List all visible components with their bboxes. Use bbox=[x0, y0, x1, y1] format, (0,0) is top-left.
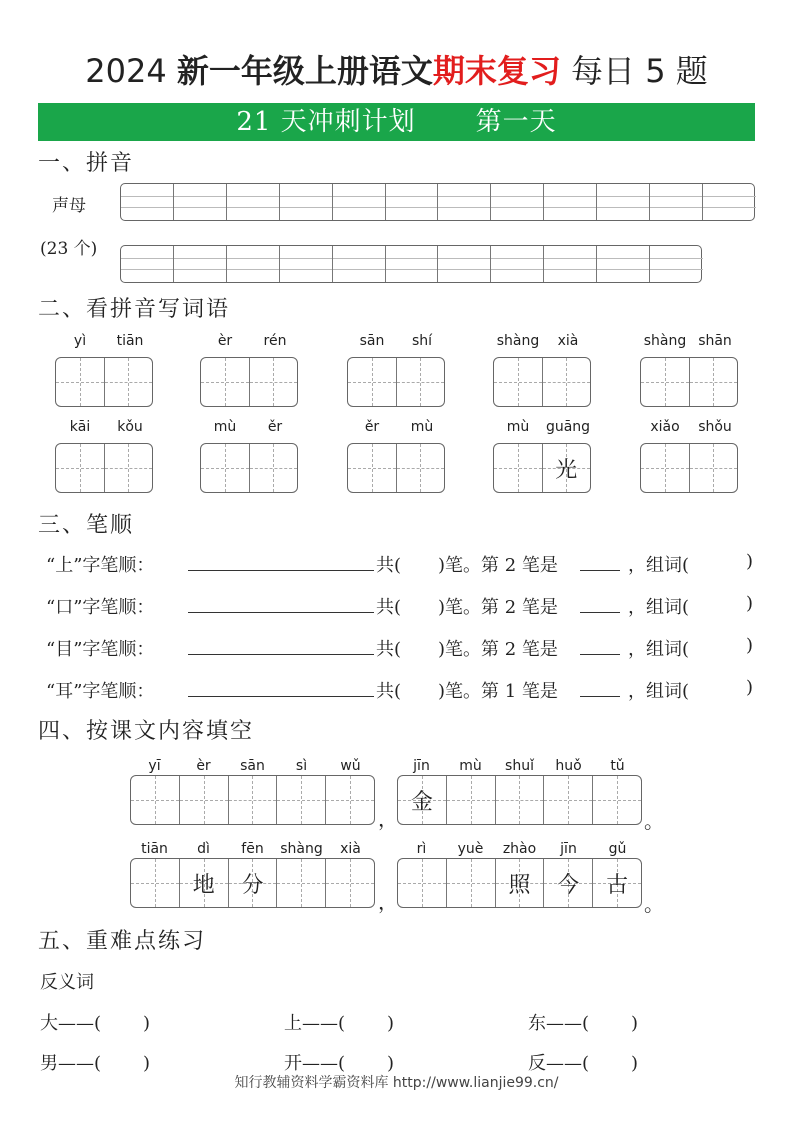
tian-zi-ge-cell[interactable] bbox=[326, 776, 374, 824]
tian-zi-ge-cell[interactable] bbox=[398, 776, 447, 824]
pinyin-syllable: jīn bbox=[413, 758, 430, 774]
pinyin-syllable: kāi bbox=[69, 419, 91, 435]
pinyin-syllable: rén bbox=[263, 333, 287, 349]
cell-char: 今 bbox=[557, 872, 580, 898]
tian-zi-ge-cell[interactable] bbox=[494, 358, 543, 406]
pinyin-syllable: huǒ bbox=[555, 758, 582, 774]
pinyin-syllable: tiān bbox=[116, 333, 144, 349]
word-pinyin bbox=[347, 419, 447, 435]
stroke-total-label: 共( bbox=[376, 555, 402, 576]
pinyin-syllable: sì bbox=[295, 758, 308, 774]
antonym-word: 大 bbox=[40, 1013, 58, 1034]
pinyin-syllable: guāng bbox=[545, 419, 591, 435]
stroke-nth-label: )笔。第 2 笔是 bbox=[438, 555, 558, 576]
line-pinyin bbox=[397, 758, 642, 774]
stroke-order-blank[interactable] bbox=[188, 593, 374, 613]
close-paren: ) bbox=[746, 551, 754, 572]
tian-zi-ge-cell[interactable] bbox=[397, 358, 445, 406]
tian-zi-ge-cell[interactable] bbox=[641, 444, 690, 492]
pinyin-cell[interactable] bbox=[386, 184, 439, 220]
word-group-label: ，组词( bbox=[628, 555, 690, 576]
word-pinyin bbox=[640, 419, 740, 435]
tian-zi-ge-cell[interactable] bbox=[690, 358, 738, 406]
pinyin-cell[interactable] bbox=[597, 246, 650, 282]
pinyin-writing-strip-1[interactable] bbox=[120, 183, 755, 221]
tian-zi-ge-cell[interactable] bbox=[544, 776, 593, 824]
antonym-word: 反 bbox=[528, 1053, 546, 1074]
antonym-dash: ——( bbox=[546, 1053, 590, 1074]
pinyin-syllable: ěr bbox=[364, 419, 380, 435]
stroke-nth-blank[interactable] bbox=[580, 677, 620, 697]
stroke-nth-label: )笔。第 2 笔是 bbox=[438, 639, 558, 660]
tian-zi-ge-cell[interactable] bbox=[494, 444, 543, 492]
tian-zi-ge-cell[interactable] bbox=[250, 358, 298, 406]
footer-watermark: 知行教辅资料学霸资料库 http://www.lianjie99.cn/ bbox=[234, 1075, 559, 1091]
word-writing-box[interactable] bbox=[55, 443, 153, 493]
tian-zi-ge-cell[interactable] bbox=[229, 776, 278, 824]
pinyin-syllable: tǔ bbox=[610, 758, 625, 774]
close-paren: ) bbox=[143, 1053, 151, 1074]
tian-zi-ge-cell[interactable] bbox=[105, 358, 153, 406]
cell-char: 地 bbox=[192, 872, 215, 898]
antonym-dash: ——( bbox=[58, 1013, 102, 1034]
stroke-prefix: “上”字笔顺： bbox=[46, 555, 155, 576]
word-pinyin bbox=[55, 333, 155, 349]
tian-zi-ge-cell[interactable] bbox=[180, 776, 229, 824]
close-paren: ) bbox=[387, 1053, 395, 1074]
pinyin-syllable: yì bbox=[73, 333, 87, 349]
word-writing-box[interactable] bbox=[640, 357, 738, 407]
pinyin-syllable: èr bbox=[217, 333, 233, 349]
stroke-total-label: 共( bbox=[376, 639, 402, 660]
pinyin-syllable: shǒu bbox=[698, 419, 732, 435]
plan-banner bbox=[38, 103, 755, 141]
title-daily: 每日 5 题 bbox=[571, 52, 708, 90]
pinyin-cell[interactable] bbox=[121, 246, 174, 282]
stroke-prefix: “口”字笔顺： bbox=[46, 597, 155, 618]
pinyin-syllable: wǔ bbox=[340, 758, 361, 774]
recitation-writing-box[interactable] bbox=[397, 775, 642, 825]
stroke-total-label: 共( bbox=[376, 681, 402, 702]
comma: ， bbox=[378, 807, 398, 831]
tian-zi-ge-cell[interactable] bbox=[593, 776, 641, 824]
pinyin-syllable: shān bbox=[698, 333, 732, 349]
word-writing-box[interactable] bbox=[200, 357, 298, 407]
pinyin-syllable: jīn bbox=[560, 841, 577, 857]
tian-zi-ge-cell[interactable] bbox=[348, 444, 397, 492]
close-paren: ) bbox=[631, 1013, 639, 1034]
tian-zi-ge-cell[interactable] bbox=[641, 358, 690, 406]
comma: ， bbox=[378, 890, 398, 914]
pinyin-cell[interactable] bbox=[280, 184, 333, 220]
pinyin-cell[interactable] bbox=[544, 184, 597, 220]
tian-zi-ge-cell[interactable] bbox=[447, 859, 496, 907]
pinyin-syllable: èr bbox=[196, 758, 211, 774]
tian-zi-ge-cell[interactable] bbox=[543, 358, 591, 406]
stroke-order-row bbox=[46, 677, 766, 703]
tian-zi-ge-cell[interactable] bbox=[447, 776, 496, 824]
period: 。 bbox=[644, 809, 664, 833]
word-writing-box[interactable] bbox=[347, 357, 445, 407]
pinyin-cell[interactable] bbox=[227, 246, 280, 282]
pinyin-cell[interactable] bbox=[386, 246, 439, 282]
section-4-title: 四、按课文内容填空 bbox=[38, 719, 255, 744]
stroke-nth-label: )笔。第 2 笔是 bbox=[438, 597, 558, 618]
pinyin-syllable: xià bbox=[557, 333, 579, 349]
pinyin-cell[interactable] bbox=[280, 246, 333, 282]
pinyin-syllable: mù bbox=[506, 419, 530, 435]
pinyin-cell[interactable] bbox=[333, 184, 386, 220]
pinyin-syllable: dì bbox=[197, 841, 210, 857]
pinyin-syllable: sān bbox=[240, 758, 265, 774]
close-paren: ) bbox=[631, 1053, 639, 1074]
section-1-title: 一、拼音 bbox=[38, 151, 135, 176]
cell-char: 照 bbox=[508, 872, 531, 898]
tian-zi-ge-cell[interactable] bbox=[229, 859, 278, 907]
stroke-nth-blank[interactable] bbox=[580, 635, 620, 655]
tian-zi-ge-cell[interactable] bbox=[250, 444, 298, 492]
tian-zi-ge-cell[interactable] bbox=[131, 859, 180, 907]
tian-zi-ge-cell[interactable] bbox=[398, 859, 447, 907]
cell-char: 光 bbox=[555, 457, 578, 483]
pinyin-syllable: yuè bbox=[457, 841, 484, 857]
word-writing-box[interactable] bbox=[347, 443, 445, 493]
word-writing-box[interactable] bbox=[493, 357, 591, 407]
pinyin-syllable: shuǐ bbox=[505, 758, 534, 774]
pinyin-cell[interactable] bbox=[438, 246, 491, 282]
stroke-order-blank[interactable] bbox=[188, 635, 374, 655]
pinyin-syllable: fēn bbox=[241, 841, 264, 857]
antonym-item bbox=[284, 1049, 424, 1073]
cell-char: 金 bbox=[410, 789, 433, 815]
cell-char: 古 bbox=[606, 872, 629, 898]
stroke-nth-label: )笔。第 1 笔是 bbox=[438, 681, 558, 702]
pinyin-syllable: yī bbox=[148, 758, 161, 774]
tian-zi-ge-cell[interactable] bbox=[326, 859, 374, 907]
tian-zi-ge-cell[interactable] bbox=[201, 358, 250, 406]
pinyin-syllable: shàng bbox=[280, 841, 323, 857]
initials-count-label: (23 个) bbox=[40, 239, 98, 259]
word-pinyin bbox=[200, 419, 300, 435]
pinyin-cell[interactable] bbox=[491, 184, 544, 220]
antonym-dash: ——( bbox=[302, 1053, 346, 1074]
stroke-order-row bbox=[46, 551, 766, 577]
word-group-label: ，组词( bbox=[628, 639, 690, 660]
antonym-item bbox=[528, 1009, 668, 1033]
recitation-writing-box[interactable] bbox=[397, 858, 642, 908]
section-2-title: 二、看拼音写词语 bbox=[38, 297, 231, 322]
pinyin-syllable: sān bbox=[359, 333, 385, 349]
tian-zi-ge-cell[interactable] bbox=[593, 859, 641, 907]
word-writing-box[interactable] bbox=[55, 357, 153, 407]
pinyin-syllable: mù bbox=[410, 419, 434, 435]
tian-zi-ge-cell[interactable] bbox=[105, 444, 153, 492]
stroke-prefix: “耳”字笔顺： bbox=[46, 681, 155, 702]
pinyin-syllable: zhào bbox=[502, 841, 537, 857]
close-paren: ) bbox=[143, 1013, 151, 1034]
stroke-nth-blank[interactable] bbox=[580, 593, 620, 613]
section-5-title: 五、重难点练习 bbox=[38, 929, 207, 954]
stroke-total-label: 共( bbox=[376, 597, 402, 618]
antonym-item bbox=[528, 1049, 668, 1073]
tian-zi-ge-cell[interactable] bbox=[496, 776, 545, 824]
antonym-item bbox=[40, 1009, 180, 1033]
close-paren: ) bbox=[746, 677, 754, 698]
pinyin-cell[interactable] bbox=[703, 184, 756, 220]
antonym-word: 上 bbox=[284, 1013, 302, 1034]
word-writing-box[interactable] bbox=[640, 443, 738, 493]
pinyin-writing-strip-2[interactable] bbox=[120, 245, 702, 283]
word-pinyin bbox=[55, 419, 155, 435]
antonym-dash: ——( bbox=[58, 1053, 102, 1074]
pinyin-cell[interactable] bbox=[650, 246, 703, 282]
stroke-order-row bbox=[46, 635, 766, 661]
pinyin-syllable: shàng bbox=[643, 333, 687, 349]
tian-zi-ge-cell[interactable] bbox=[397, 444, 445, 492]
tian-zi-ge-cell[interactable] bbox=[496, 859, 545, 907]
recitation-writing-box[interactable] bbox=[130, 775, 375, 825]
close-paren: ) bbox=[746, 593, 754, 614]
stroke-order-blank[interactable] bbox=[188, 551, 374, 571]
pinyin-syllable: xià bbox=[340, 841, 361, 857]
tian-zi-ge-cell[interactable] bbox=[543, 444, 591, 492]
tian-zi-ge-cell[interactable] bbox=[348, 358, 397, 406]
pinyin-cell[interactable] bbox=[174, 184, 227, 220]
pinyin-syllable: shàng bbox=[496, 333, 540, 349]
title-year: 2024 bbox=[85, 52, 167, 90]
tian-zi-ge-cell[interactable] bbox=[56, 358, 105, 406]
tian-zi-ge-cell[interactable] bbox=[277, 776, 326, 824]
pinyin-cell[interactable] bbox=[650, 184, 703, 220]
pinyin-cell[interactable] bbox=[544, 246, 597, 282]
recitation-writing-box[interactable] bbox=[130, 858, 375, 908]
section-3-title: 三、笔顺 bbox=[38, 513, 135, 538]
pinyin-syllable: shí bbox=[411, 333, 433, 349]
tian-zi-ge-cell[interactable] bbox=[277, 859, 326, 907]
antonym-dash: ——( bbox=[302, 1013, 346, 1034]
pinyin-cell[interactable] bbox=[491, 246, 544, 282]
pinyin-syllable: mù bbox=[213, 419, 237, 435]
stroke-order-blank[interactable] bbox=[188, 677, 374, 697]
period: 。 bbox=[644, 892, 664, 916]
antonym-label: 反义词 bbox=[40, 972, 94, 993]
title-main: 新一年级上册语文 bbox=[176, 52, 433, 90]
pinyin-syllable: ěr bbox=[267, 419, 283, 435]
title-highlight: 期末复习 bbox=[432, 52, 561, 90]
line-pinyin bbox=[130, 758, 375, 774]
word-pinyin bbox=[493, 419, 593, 435]
pinyin-cell[interactable] bbox=[174, 246, 227, 282]
word-pinyin bbox=[200, 333, 300, 349]
tian-zi-ge-cell[interactable] bbox=[131, 776, 180, 824]
antonym-item bbox=[284, 1009, 424, 1033]
page-title bbox=[0, 46, 793, 92]
stroke-order-row bbox=[46, 593, 766, 619]
word-group-label: ，组词( bbox=[628, 597, 690, 618]
pinyin-syllable: rì bbox=[416, 841, 427, 857]
pinyin-cell[interactable] bbox=[121, 184, 174, 220]
word-pinyin bbox=[640, 333, 740, 349]
tian-zi-ge-cell[interactable] bbox=[201, 444, 250, 492]
line-pinyin bbox=[130, 841, 375, 857]
banner-plan: 21 天冲刺计划 bbox=[236, 107, 416, 137]
tian-zi-ge-cell[interactable] bbox=[180, 859, 229, 907]
stroke-prefix: “目”字笔顺： bbox=[46, 639, 155, 660]
antonym-word: 开 bbox=[284, 1053, 302, 1074]
antonym-item bbox=[40, 1049, 180, 1073]
antonym-dash: ——( bbox=[546, 1013, 590, 1034]
pinyin-syllable: tiān bbox=[141, 841, 168, 857]
tian-zi-ge-cell[interactable] bbox=[56, 444, 105, 492]
word-pinyin bbox=[493, 333, 593, 349]
pinyin-cell[interactable] bbox=[227, 184, 280, 220]
stroke-nth-blank[interactable] bbox=[580, 551, 620, 571]
pinyin-cell[interactable] bbox=[438, 184, 491, 220]
pinyin-syllable: kǒu bbox=[117, 419, 143, 435]
pinyin-cell[interactable] bbox=[597, 184, 650, 220]
pinyin-syllable: xiǎo bbox=[650, 419, 680, 435]
word-group-label: ，组词( bbox=[628, 681, 690, 702]
close-paren: ) bbox=[746, 635, 754, 656]
word-pinyin bbox=[347, 333, 447, 349]
cell-char: 分 bbox=[241, 872, 264, 898]
pinyin-syllable: mù bbox=[459, 758, 482, 774]
tian-zi-ge-cell[interactable] bbox=[544, 859, 593, 907]
pinyin-cell[interactable] bbox=[333, 246, 386, 282]
antonym-word: 东 bbox=[528, 1013, 546, 1034]
banner-day: 第一天 bbox=[475, 107, 557, 137]
tian-zi-ge-cell[interactable] bbox=[690, 444, 738, 492]
close-paren: ) bbox=[387, 1013, 395, 1034]
word-writing-box[interactable] bbox=[200, 443, 298, 493]
pinyin-syllable: gǔ bbox=[608, 841, 627, 857]
word-writing-box[interactable] bbox=[493, 443, 591, 493]
antonym-word: 男 bbox=[40, 1053, 58, 1074]
initials-label: 声母 bbox=[52, 196, 86, 216]
line-pinyin bbox=[397, 841, 642, 857]
